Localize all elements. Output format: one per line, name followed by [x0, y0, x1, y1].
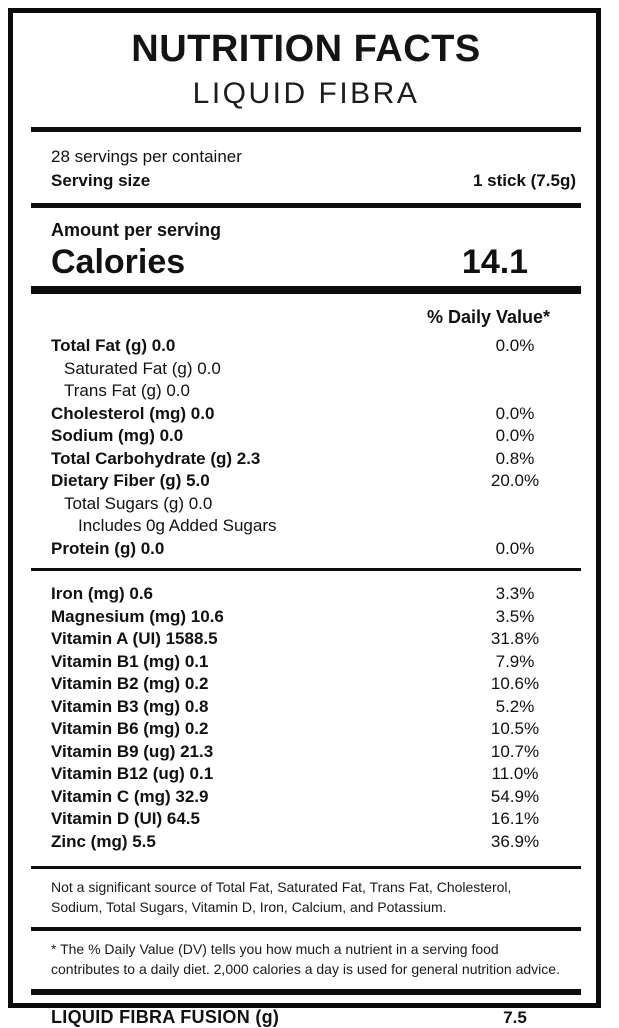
nutrient-daily-value: 0.0% [495, 426, 535, 445]
serving-size-label: Serving size [51, 171, 151, 190]
nutrient-row [51, 515, 581, 538]
nutrient-label: Vitamin B3 (mg) 0.8 [51, 696, 209, 716]
nutrient-row [51, 448, 581, 471]
nutrient-daily-value: 10.6% [490, 674, 540, 693]
serving-section [31, 132, 581, 203]
nutrient-row [51, 808, 581, 831]
not-significant-note: Not a significant source of Total Fat, Saturated Fat, Trans Fat, Cholesterol, Sodium, Total Sugars, Vitamin D, Iron, Calcium, and Potassium. [51, 879, 512, 915]
nutrient-row [51, 628, 581, 651]
nutrient-daily-value: 10.5% [490, 719, 540, 738]
nutrient-daily-value: 0.0% [495, 336, 535, 355]
nutrient-daily-value: 5.2% [495, 696, 535, 716]
servings-per-container: 28 servings per container [51, 147, 242, 166]
nutrient-label: Iron (mg) 0.6 [51, 584, 154, 603]
nutrient-daily-value: 0.0% [495, 403, 535, 423]
nutrient-row [51, 538, 581, 561]
nutrient-label: Saturated Fat (g) 0.0 [64, 358, 221, 378]
nutrient-label: Total Fat (g) 0.0 [51, 336, 176, 355]
nutrient-label: Protein (g) 0.0 [51, 538, 165, 558]
nutrient-row [51, 831, 581, 854]
nutrient-daily-value: 16.1% [490, 809, 540, 828]
nutrient-row [51, 425, 581, 448]
nutrient-label: Magnesium (mg) 10.6 [51, 606, 224, 626]
nutrient-row [51, 380, 581, 403]
nutrient-row [51, 763, 581, 786]
label-title: NUTRITION FACTS [131, 28, 481, 70]
calories-row [51, 242, 581, 282]
nutrient-row [51, 696, 581, 719]
nutrient-daily-value: 11.0% [491, 764, 539, 783]
nutrient-label: Cholesterol (mg) 0.0 [51, 403, 215, 423]
daily-value-footnote: * The % Daily Value (DV) tells you how much a nutrient in a serving food contributes to a daily diet. 2,000 calories a day is used for general nutrition advice. [51, 941, 560, 977]
nutrient-row [51, 335, 581, 358]
nutrient-label: Trans Fat (g) 0.0 [64, 381, 190, 400]
nutrient-row [51, 583, 581, 606]
nutrient-row [51, 786, 581, 809]
nutrient-label: Total Carbohydrate (g) 2.3 [51, 448, 261, 468]
product-name: LIQUID FIBRA [192, 77, 420, 110]
calories-section [31, 208, 581, 286]
nutrient-daily-value: 10.7% [490, 741, 540, 761]
calories-label: Calories [51, 243, 186, 281]
nutrient-row [51, 718, 581, 741]
daily-value-header: % Daily Value* [426, 307, 551, 327]
divider-footer [31, 989, 581, 995]
footer-row [31, 1007, 581, 1028]
serving-size-value: 1 stick (7.5g) [473, 171, 576, 190]
nutrient-label: Zinc (mg) 5.5 [51, 831, 156, 851]
serving-size-row [51, 169, 581, 193]
amount-per-serving-label: Amount per serving [51, 220, 222, 240]
nutrition-facts-label [8, 8, 601, 1027]
nutrient-row [51, 651, 581, 674]
nutrient-daily-value: 7.9% [495, 651, 535, 671]
nutrient-label: Includes 0g Added Sugars [78, 516, 277, 535]
nutrient-label: Sodium (mg) 0.0 [51, 426, 184, 445]
nutrient-daily-value: 36.9% [490, 831, 540, 851]
label-header [31, 29, 581, 111]
nutrient-label: Vitamin B6 (mg) 0.2 [51, 719, 209, 738]
footer-label: LIQUID FIBRA FUSION (g) [51, 1007, 280, 1027]
nutrient-row [51, 358, 581, 381]
nutrient-daily-value: 20.0% [490, 471, 540, 490]
nutrient-row [51, 741, 581, 764]
micronutrients-table [31, 583, 581, 853]
nutrient-row [51, 470, 581, 493]
divider-calories [31, 286, 581, 294]
divider-macros [31, 568, 581, 571]
nutrient-label: Vitamin B9 (ug) 21.3 [51, 741, 214, 761]
calories-value: 14.1 [461, 243, 529, 281]
nutrient-label: Vitamin D (UI) 64.5 [51, 809, 200, 828]
nutrient-label: Vitamin B12 (ug) 0.1 [51, 764, 214, 783]
nutrient-label: Dietary Fiber (g) 5.0 [51, 471, 210, 490]
nutrient-label: Vitamin C (mg) 32.9 [51, 786, 209, 806]
nutrient-row [51, 673, 581, 696]
nutrient-daily-value: 31.8% [490, 629, 540, 648]
macronutrients-table [31, 335, 581, 560]
nutrient-daily-value: 54.9% [490, 786, 540, 806]
nutrient-label: Vitamin A (UI) 1588.5 [51, 629, 218, 648]
nutrient-label: Total Sugars (g) 0.0 [64, 493, 213, 513]
nutrient-daily-value: 0.8% [495, 448, 535, 468]
nutrient-daily-value: 3.3% [495, 584, 535, 603]
footer-value: 7.5 [503, 1008, 527, 1027]
nutrient-row [51, 606, 581, 629]
nutrient-row [51, 493, 581, 516]
nutrient-label: Vitamin B2 (mg) 0.2 [51, 674, 209, 693]
nutrient-label: Vitamin B1 (mg) 0.1 [51, 651, 209, 671]
nutrient-daily-value: 0.0% [495, 538, 535, 558]
nutrient-daily-value: 3.5% [495, 606, 535, 626]
nutrient-row [51, 403, 581, 426]
